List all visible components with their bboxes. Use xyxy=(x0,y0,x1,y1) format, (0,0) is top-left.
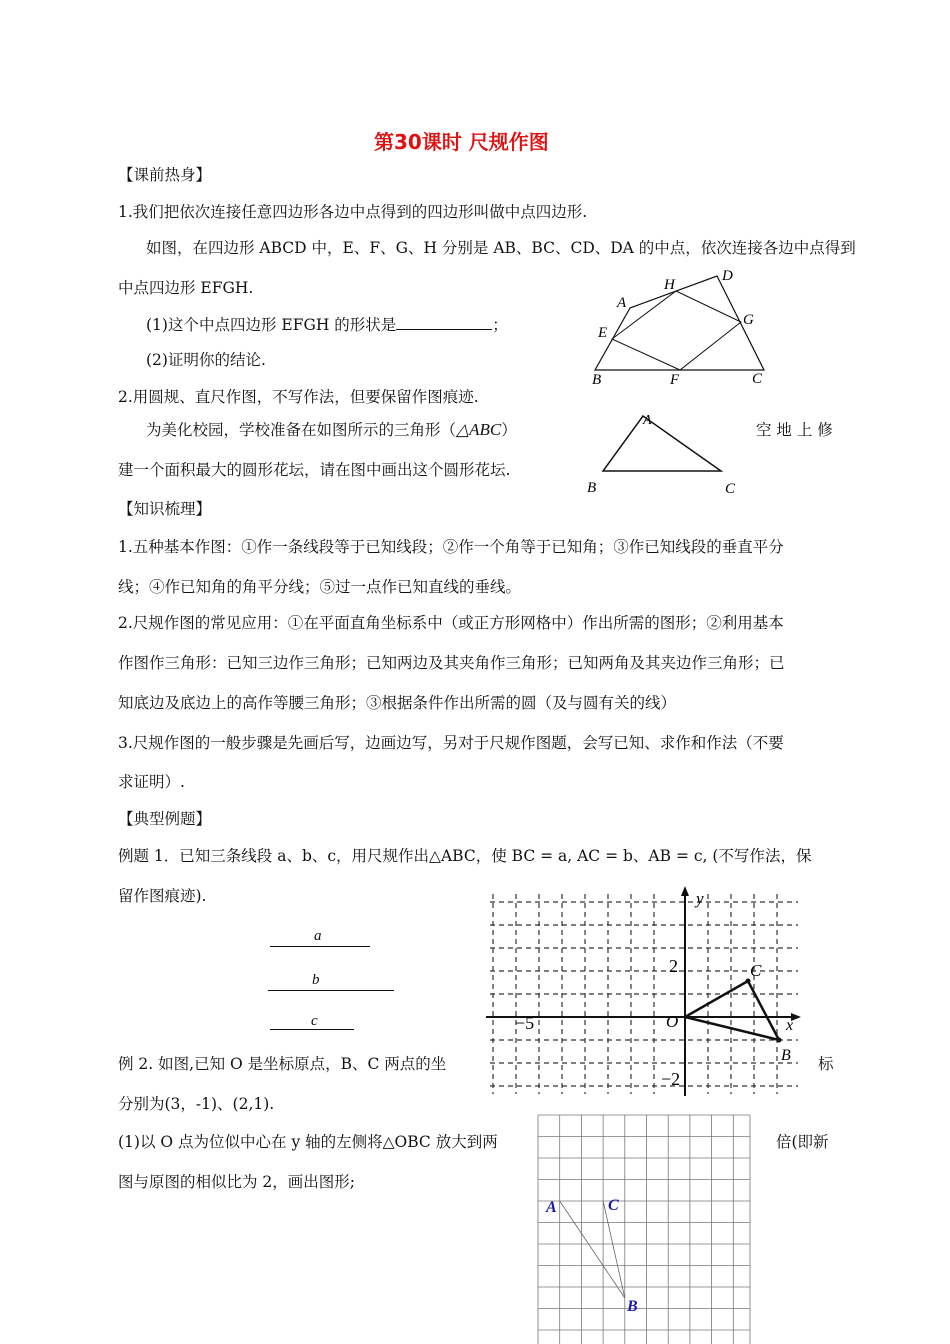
quad-label-c: C xyxy=(752,371,763,387)
quad-label-b: B xyxy=(592,372,602,388)
grid-label-b: B xyxy=(627,1298,638,1315)
segment-a xyxy=(270,946,370,947)
q1-part1-text: (1)这个中点四边形 EFGH 的形状是 xyxy=(146,316,397,334)
q1-part1 xyxy=(146,313,508,335)
q2-line1-tail: 空 地 上 修 xyxy=(756,421,833,439)
triangle-label-b: B xyxy=(587,480,597,496)
q2-triangle: △ABC xyxy=(456,420,502,439)
segment-cb xyxy=(603,1201,625,1298)
segment-b-label: b xyxy=(312,972,320,988)
k2-line3: 知底边及底边上的高作等腰三角形；③根据条件作出所需的圆（及与圆有关的线） xyxy=(118,694,677,712)
k2-line1: 2.尺规作图的常见应用：①在平面直角坐标系中（或正方形网格中）作出所需的图形；②利用基本 xyxy=(118,614,784,632)
coordinate-figure xyxy=(483,882,803,1098)
coord-label-c: C xyxy=(750,961,762,980)
section-examples: 【典型例题】 xyxy=(118,810,212,828)
grid-label-a: A xyxy=(546,1199,557,1216)
point-b xyxy=(777,1038,782,1043)
q1-intro: 1.我们把依次连接任意四边形各边中点得到的四边形叫做中点四边形. xyxy=(118,203,588,221)
q1-part1-end: ； xyxy=(492,316,508,334)
triangle-figure xyxy=(582,408,752,500)
q2-line1-text: 为美化校园，学校准备在如图所示的三角形（ xyxy=(146,421,457,439)
tick-label-neg5: −5 xyxy=(515,1013,535,1033)
quad-label-e: E xyxy=(598,325,608,341)
q1-line2: 中点四边形 EFGH. xyxy=(118,279,254,297)
section-warmup: 【课前热身】 xyxy=(118,166,212,184)
q2-line1-end: ） xyxy=(501,421,517,439)
segment-ab xyxy=(560,1201,625,1298)
q2-line1 xyxy=(146,418,517,440)
coord-label-b: B xyxy=(781,1047,791,1064)
origin-label: O xyxy=(666,1012,679,1031)
quad-label-f: F xyxy=(670,372,680,388)
tick-label-neg2: −2 xyxy=(661,1069,681,1089)
q1-part2: (2)证明你的结论. xyxy=(146,351,266,369)
triangle-abc xyxy=(603,416,721,471)
ex2-line2: 分别为(3，-1)、(2,1). xyxy=(118,1095,275,1113)
quad-efgh xyxy=(612,291,741,370)
triangle-obc xyxy=(685,981,779,1040)
quad-label-d: D xyxy=(722,268,733,284)
ex2-part1: (1)以 O 点为位似中心在 y 轴的左侧将△OBC 放大到两 xyxy=(118,1133,498,1151)
quadrilateral-figure xyxy=(580,262,780,392)
answer-blank xyxy=(396,315,492,330)
segment-b xyxy=(268,990,394,991)
quad-label-g: G xyxy=(743,312,754,328)
ex2-part1-tail: 倍(即新 xyxy=(776,1133,829,1151)
y-axis-label: y xyxy=(696,889,704,908)
grid-label-c: C xyxy=(608,1197,619,1214)
section-knowledge: 【知识梳理】 xyxy=(118,500,212,518)
q1-line1: 如图，在四边形 ABCD 中，E、F、G、H 分别是 AB、BC、CD、DA 的中点，依次连接各边中点得到 xyxy=(146,239,856,257)
k1-line1: 1.五种基本作图：①作一条线段等于已知线段；②作一个角等于已知角；③作已知线段的垂直平分 xyxy=(118,538,784,556)
quad-label-a: A xyxy=(617,295,627,311)
grid-figure xyxy=(534,1112,754,1344)
q2-intro: 2.用圆规、直尺作图，不写作法，但要保留作图痕迹. xyxy=(118,388,479,406)
ex2-line1-tail: 标 xyxy=(818,1055,834,1073)
segment-a-label: a xyxy=(314,928,322,944)
k2-line2: 作图作三角形：已知三边作三角形；已知两边及其夹角作三角形；已知两角及其夹边作三角形；已 xyxy=(118,654,785,672)
segment-c xyxy=(270,1029,354,1030)
ex2-part1-line2: 图与原图的相似比为 2，画出图形; xyxy=(118,1173,356,1191)
x-axis-label: x xyxy=(786,1017,794,1034)
quad-label-h: H xyxy=(664,277,675,293)
square-grid xyxy=(538,1115,750,1344)
page-title: 第30课时 尺规作图 xyxy=(374,130,549,154)
k3-line2: 求证明）. xyxy=(118,773,185,791)
ex1-line2: 留作图痕迹). xyxy=(118,887,207,905)
q2-line2: 建一个面积最大的圆形花坛，请在图中画出这个圆形花坛. xyxy=(118,461,511,479)
y-axis-arrow xyxy=(681,886,689,896)
k1-line2: 线；④作已知角的角平分线；⑤过一点作已知直线的垂线。 xyxy=(118,578,522,596)
triangle-label-a: A xyxy=(643,413,652,428)
segment-c-label: c xyxy=(311,1013,318,1029)
ex2-line1: 例 2. 如图,已知 O 是坐标原点，B、C 两点的坐 xyxy=(118,1055,447,1073)
quad-abcd xyxy=(595,276,764,370)
k3-line1: 3.尺规作图的一般步骤是先画后写，边画边写，另对于尺规作图题，会写已知、求作和作法（不要 xyxy=(118,734,784,752)
triangle-label-c: C xyxy=(725,481,736,497)
tick-label-2: 2 xyxy=(669,956,678,976)
ex1-line1: 例题 1．已知三条线段 a、b、c，用尺规作出△ABC，使 BC = a, AC = b、AB = c, (不写作法，保 xyxy=(118,847,812,865)
coord-grid xyxy=(490,894,798,1094)
